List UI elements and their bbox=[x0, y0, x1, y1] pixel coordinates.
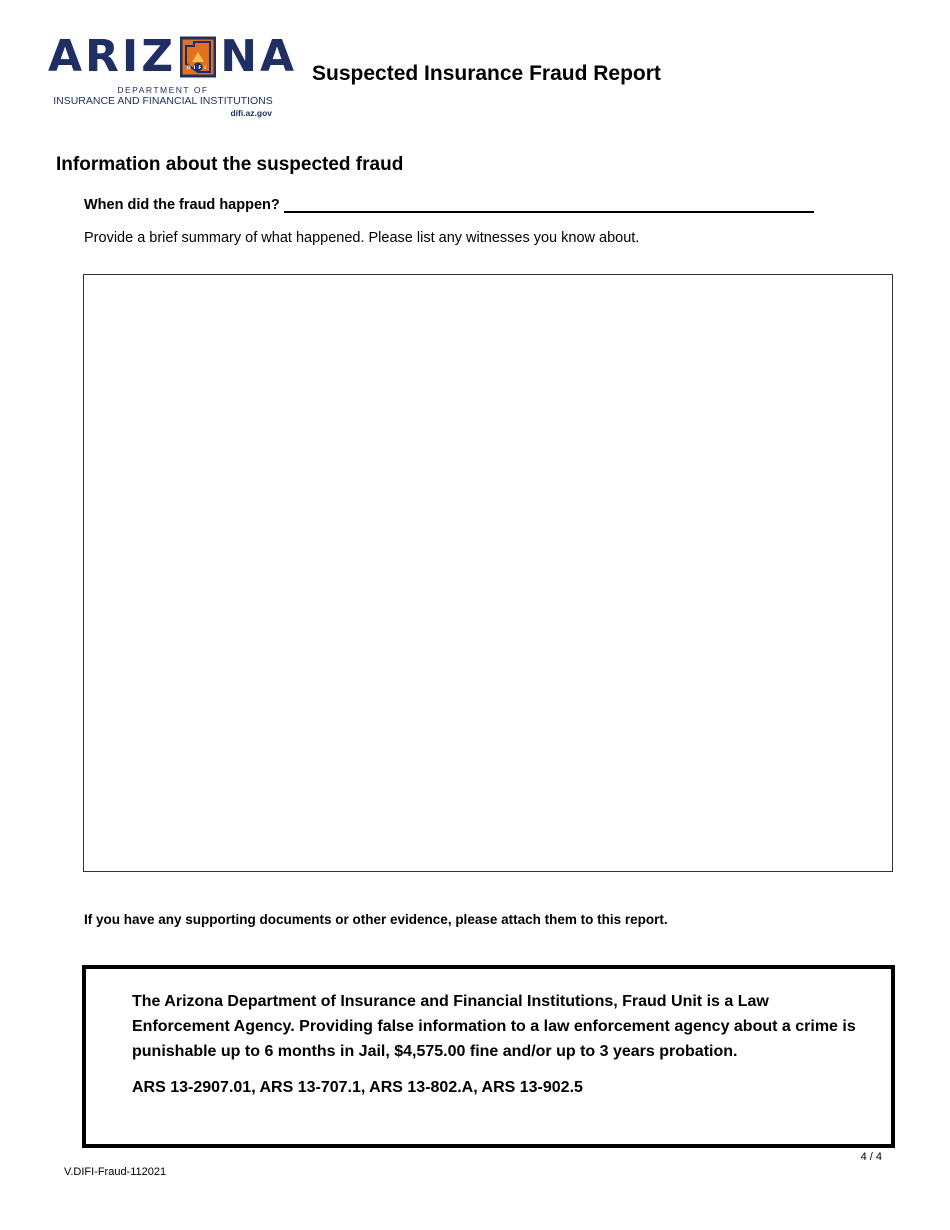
fraud-date-row bbox=[84, 194, 814, 213]
fraud-date-field[interactable] bbox=[284, 194, 814, 213]
document-title: Suspected Insurance Fraud Report bbox=[312, 62, 661, 85]
fraud-summary-field[interactable] bbox=[83, 274, 893, 872]
logo-word-right: NA bbox=[220, 31, 298, 82]
legal-warning-box bbox=[82, 965, 895, 1148]
statute-references: ARS 13-2907.01, ARS 13-707.1, ARS 13-802.A, ARS 13-902.5 bbox=[132, 1079, 583, 1096]
fraud-date-label: When did the fraud happen? bbox=[84, 197, 280, 213]
logo-department-name: INSURANCE AND FINANCIAL INSTITUTIONS bbox=[53, 95, 273, 107]
page-number: 4 / 4 bbox=[860, 1151, 882, 1163]
legal-warning-text: The Arizona Department of Insurance and Financial Institutions, Fraud Unit is a Law Enforcement Agency. Providing false information to a law enforcement agency about a crime is punishable up to 6 months in Jail, $4,575.00 fine and/or up to 3 years probation. bbox=[132, 993, 856, 1060]
attachment-note: If you have any supporting documents or other evidence, please attach them to this report. bbox=[84, 912, 668, 927]
logo-word-left: ARIZ bbox=[48, 31, 177, 82]
logo-department-of: DEPARTMENT OF bbox=[117, 85, 209, 95]
difi-logo bbox=[48, 30, 298, 120]
svg-text:DIFI: DIFI bbox=[187, 66, 210, 71]
section-heading: Information about the suspected fraud bbox=[56, 154, 404, 175]
logo-wordmark bbox=[48, 31, 298, 82]
arizona-state-icon bbox=[180, 36, 216, 78]
form-version: V.DIFI-Fraud-112021 bbox=[64, 1166, 167, 1178]
summary-instructions: Provide a brief summary of what happened. Please list any witnesses you know about. bbox=[84, 230, 640, 246]
logo-website: difi.az.gov bbox=[230, 108, 272, 118]
